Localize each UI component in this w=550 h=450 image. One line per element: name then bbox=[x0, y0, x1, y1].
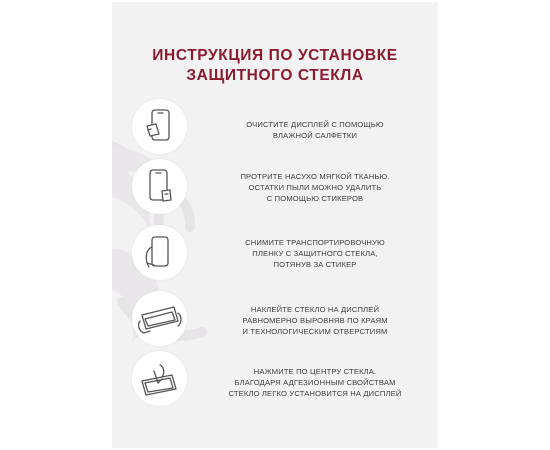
step-5-line-2: БЛАГОДАРЯ АДГЕЗИОННЫМ СВОЙСТВАМ bbox=[234, 378, 396, 387]
glass-apply-hands-icon bbox=[132, 291, 187, 346]
step-4-line-3: И ТЕХНОЛОГИЧЕСКИМ ОТВЕРСТИЯМ bbox=[242, 327, 388, 336]
phone-cloth-icon bbox=[132, 159, 187, 214]
instruction-card bbox=[112, 2, 438, 448]
step-5-line-3: СТЕКЛО ЛЕГКО УСТАНОВИТСЯ НА ДИСПЛЕЙ bbox=[228, 389, 402, 398]
page-title bbox=[112, 46, 438, 86]
step-2-circle bbox=[132, 159, 187, 214]
title-line-1: ИНСТРУКЦИЯ ПО УСТАНОВКЕ bbox=[152, 47, 398, 64]
step-2-text bbox=[204, 171, 426, 204]
step-2 bbox=[112, 159, 438, 215]
step-1-circle bbox=[132, 99, 187, 154]
step-3-line-1: СНИМИТЕ ТРАНСПОРТИРОВОЧНУЮ bbox=[245, 238, 385, 247]
step-2-line-1: ПРОТРИТЕ НАСУХО МЯГКОЙ ТКАНЬЮ. bbox=[240, 172, 390, 181]
step-4 bbox=[112, 291, 438, 347]
step-5-circle bbox=[132, 351, 187, 406]
step-5 bbox=[112, 351, 438, 407]
step-2-line-3: С ПОМОЩЬЮ СТИКЕРОВ bbox=[266, 194, 364, 203]
step-5-line-1: НАЖМИТЕ ПО ЦЕНТРУ СТЕКЛА. bbox=[253, 367, 377, 376]
press-center-icon bbox=[132, 351, 187, 406]
step-1-line-1: ОЧИСТИТЕ ДИСПЛЕЙ С ПОМОЩЬЮ bbox=[246, 120, 384, 129]
step-3-circle bbox=[132, 225, 187, 280]
step-1-text bbox=[204, 119, 426, 141]
phone-wipe-icon bbox=[132, 99, 187, 154]
step-3 bbox=[112, 225, 438, 281]
step-4-line-2: РАВНОМЕРНО ВЫРОВНЯВ ПО КРАЯМ bbox=[242, 316, 388, 325]
title-line-2: ЗАЩИТНОГО СТЕКЛА bbox=[186, 67, 364, 84]
step-3-line-2: ПЛЕНКУ С ЗАЩИТНОГО СТЕКЛА, bbox=[252, 249, 378, 258]
phone-peel-film-icon bbox=[132, 225, 187, 280]
step-4-circle bbox=[132, 291, 187, 346]
step-3-text bbox=[204, 237, 426, 270]
step-2-line-2: ОСТАТКИ ПЫЛИ МОЖНО УДАЛИТЬ bbox=[248, 183, 382, 192]
step-4-line-1: НАКЛЕЙТЕ СТЕКЛО НА ДИСПЛЕЙ bbox=[250, 305, 380, 314]
step-4-text bbox=[204, 304, 426, 337]
step-5-text bbox=[204, 366, 426, 399]
step-1 bbox=[112, 99, 438, 155]
step-1-line-2: ВЛАЖНОЙ САЛФЕТКИ bbox=[272, 131, 358, 140]
step-3-line-3: ПОТЯНУВ ЗА СТИКЕР bbox=[273, 260, 357, 269]
